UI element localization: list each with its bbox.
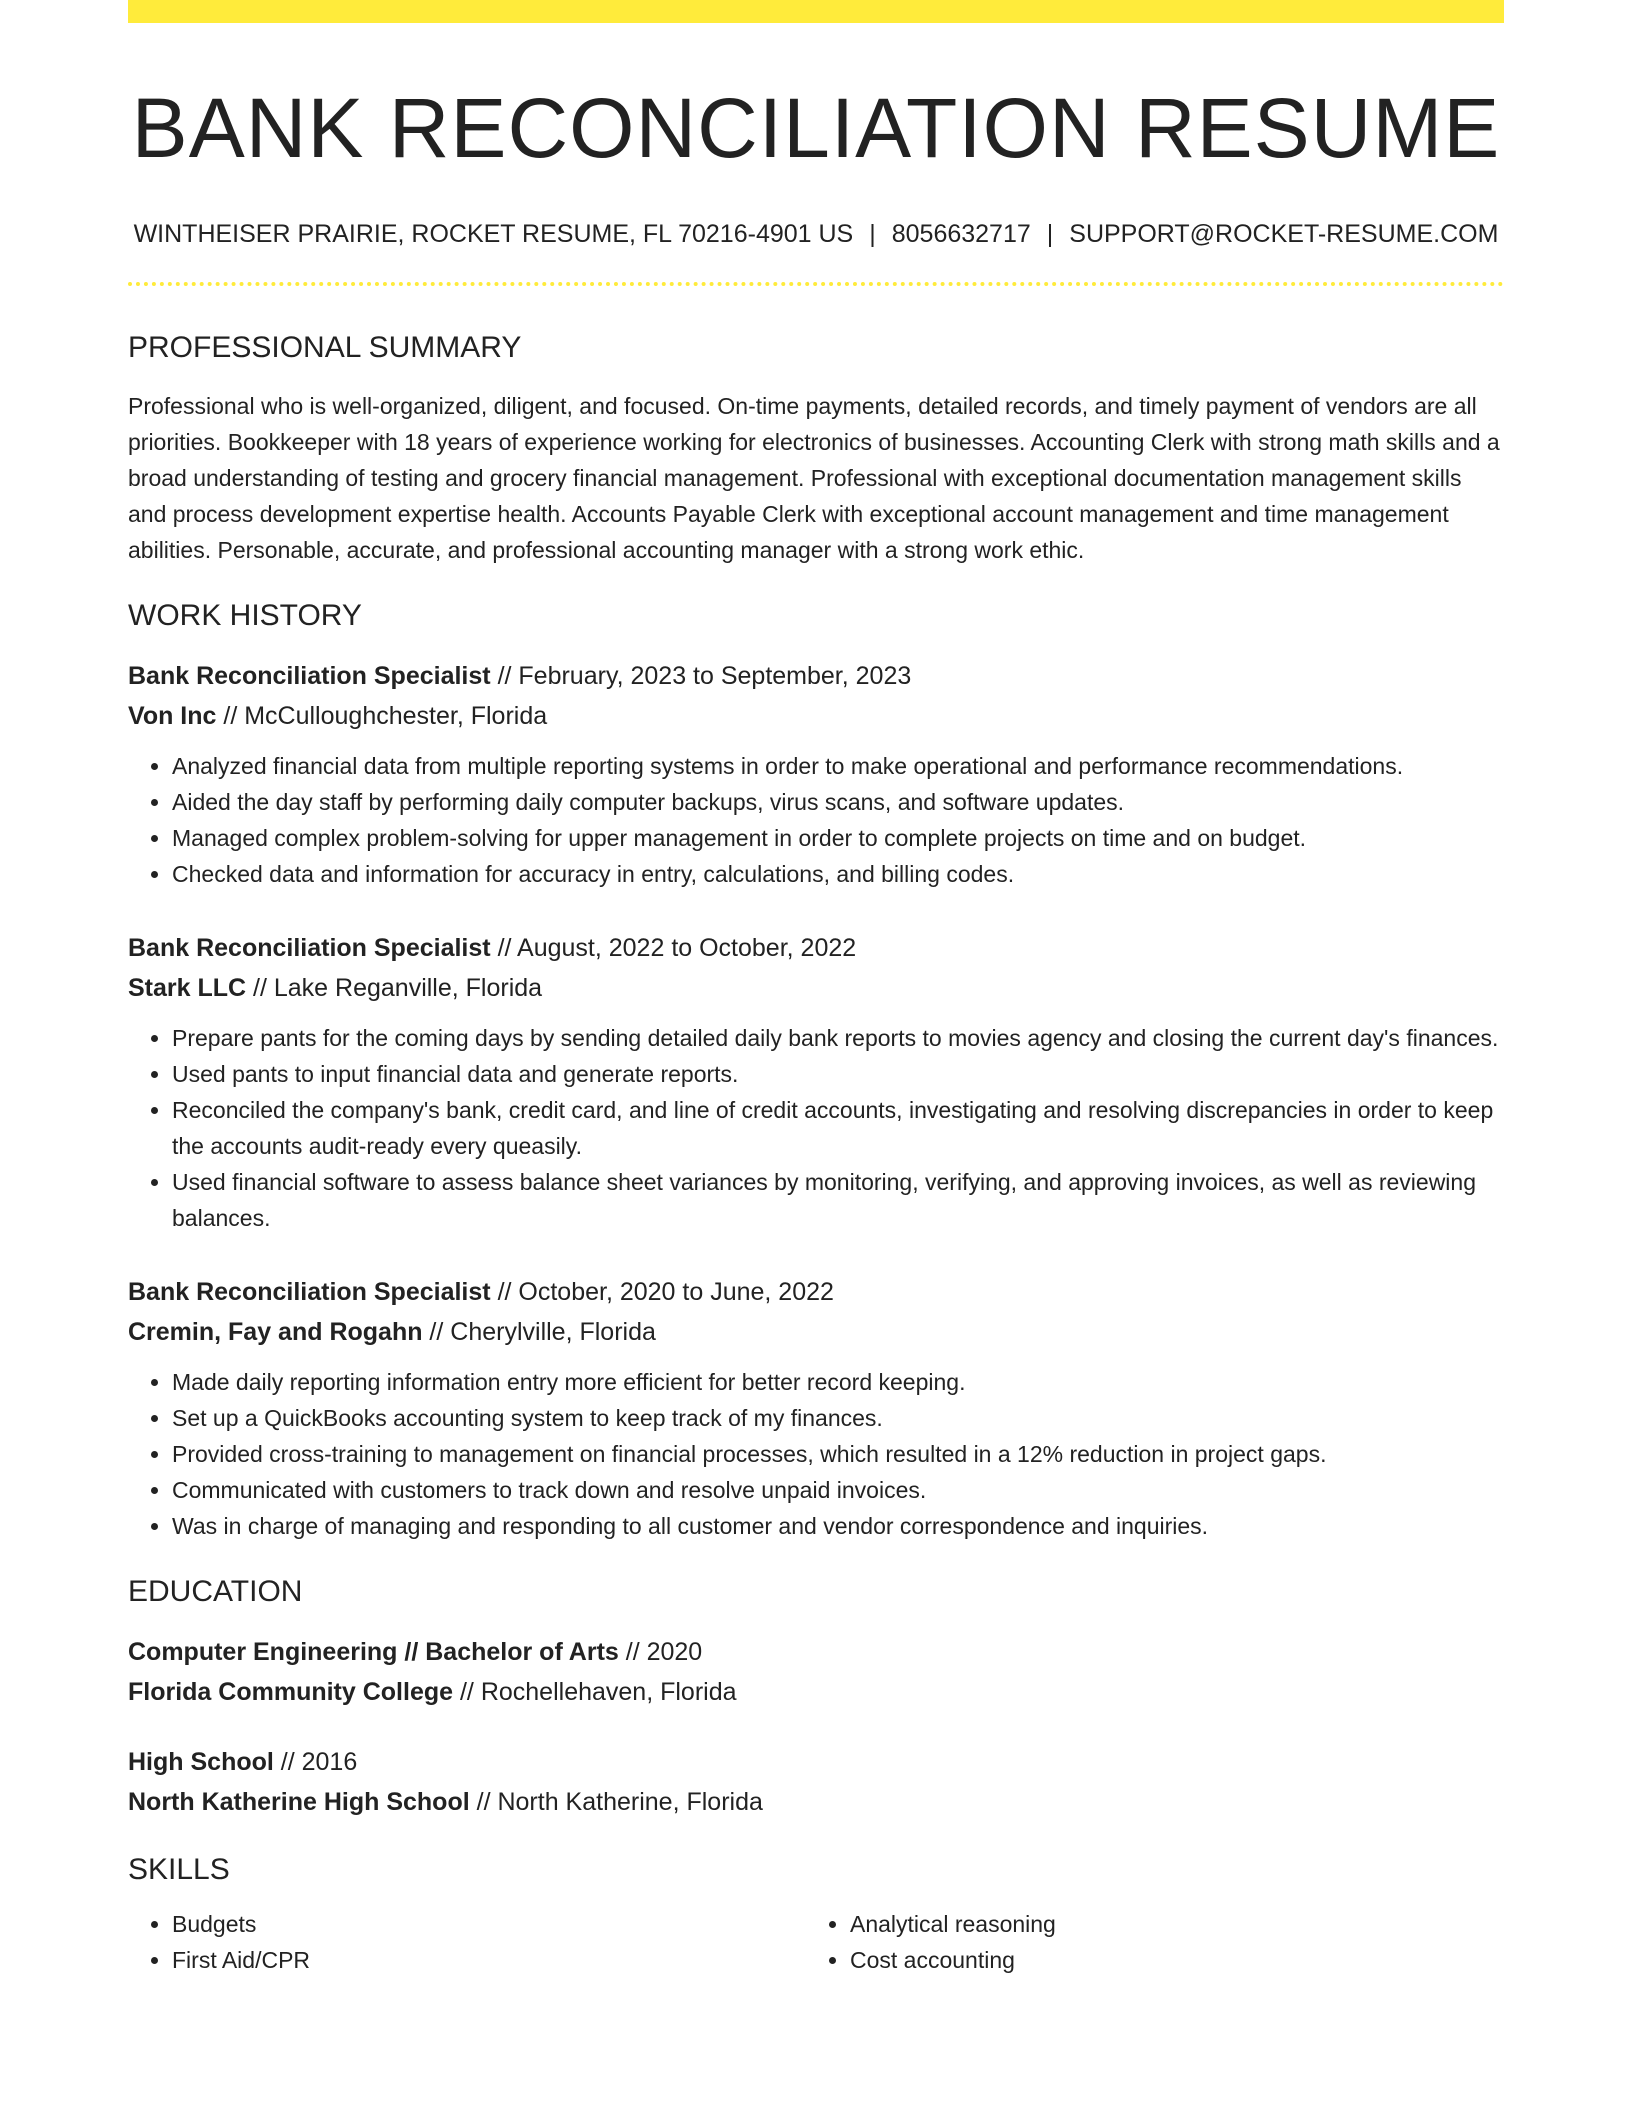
job-role: Bank Reconciliation Specialist [128,662,491,690]
education-year: // 2020 [618,1638,703,1666]
contact-separator: | [869,220,876,248]
job-bullets [128,748,1504,892]
job-location: // Cherylville, Florida [422,1318,656,1346]
job-dates: // February, 2023 to September, 2023 [490,662,912,690]
job-dates: // October, 2020 to June, 2022 [490,1278,834,1306]
job-company-line [128,968,1504,1008]
education-degree: Computer Engineering // Bachelor of Arts [128,1638,619,1666]
job-location: // Lake Reganville, Florida [246,974,543,1002]
job-entry [128,928,1504,1236]
education-school-line [128,1782,1504,1822]
contact-phone: 8056632717 [891,220,1031,248]
job-bullet: • Aided the day staff by performing daily computer backups, virus scans, and software updates. [172,784,1504,820]
job-entry [128,656,1504,892]
education-school: Florida Community College [128,1678,454,1706]
skills-column-right [806,1906,1484,1978]
education-degree: High School [128,1748,274,1776]
summary-heading: PROFESSIONAL SUMMARY [128,331,522,364]
top-accent-bar [128,0,1504,23]
education-entry [128,1742,1504,1822]
job-bullet: • Analyzed financial data from multiple reporting systems in order to make operational and performance recommendations. [172,748,1504,784]
work-history-heading: WORK HISTORY [128,599,362,632]
job-company-line [128,1312,1504,1352]
skills-columns [128,1906,1504,1978]
education-heading: EDUCATION [128,1575,303,1608]
skills-heading: SKILLS [128,1853,230,1886]
job-bullet: • Used financial software to assess balance sheet variances by monitoring, verifying, and approving invoices, as well as reviewing balances. [172,1164,1504,1236]
job-bullet: • Checked data and information for accuracy in entry, calculations, and billing codes. [172,856,1504,892]
skills-column-left [128,1906,806,1978]
job-company: Stark LLC [128,974,247,1002]
job-location: // McCulloughchester, Florida [216,702,548,730]
education-location: // Rochellehaven, Florida [453,1678,737,1706]
contact-address: WINTHEISER PRAIRIE, ROCKET RESUME, FL 70216-4901 US [133,220,854,248]
job-bullet: • Set up a QuickBooks accounting system to keep track of my finances. [172,1400,1504,1436]
job-bullet: • Managed complex problem-solving for upper management in order to complete projects on time and on budget. [172,820,1504,856]
job-company: Von Inc [128,702,217,730]
job-bullet: • Was in charge of managing and responding to all customer and vendor correspondence and inquiries. [172,1508,1504,1544]
job-role: Bank Reconciliation Specialist [128,1278,491,1306]
education-year: // 2016 [273,1748,358,1776]
summary-text: Professional who is well-organized, diligent, and focused. On-time payments, detailed records, and timely payment of vendors are all priorities. Bookkeeper with 18 years of experience working for electronics of businesses. Accounting Clerk with strong math skills and a broad understanding of testing and grocery financial management. Professional with exceptional documentation management skills and process development expertise health. Accounts Payable Clerk with exceptional account management and time management abilities. Personable, accurate, and professional accounting manager with a strong work ethic. [128,393,1500,563]
job-bullet: • Communicated with customers to track down and resolve unpaid invoices. [172,1472,1504,1508]
education-entry [128,1632,1504,1712]
job-title-line [128,656,1504,696]
education-degree-line [128,1632,1504,1672]
dotted-divider [128,282,1504,286]
resume-title: BANK RECONCILIATION RESUME [131,81,1501,175]
job-bullet: • Provided cross-training to management on financial processes, which resulted in a 12% reduction in project gaps. [172,1436,1504,1472]
skill-item: • Analytical reasoning [850,1906,1484,1942]
job-bullet: • Used pants to input financial data and generate reports. [172,1056,1504,1092]
job-company: Cremin, Fay and Rogahn [128,1318,423,1346]
job-bullet: • Prepare pants for the coming days by sending detailed daily bank reports to movies agency and closing the current day's finances. [172,1020,1504,1056]
skill-item: • Budgets [172,1906,806,1942]
job-role: Bank Reconciliation Specialist [128,934,491,962]
job-entry [128,1272,1504,1544]
job-title-line [128,1272,1504,1312]
job-bullets [128,1364,1504,1544]
skill-item: • Cost accounting [850,1942,1484,1978]
job-title-line [128,928,1504,968]
contact-line [128,218,1504,250]
education-degree-line [128,1742,1504,1782]
job-dates: // August, 2022 to October, 2022 [490,934,857,962]
skills-list [128,1906,806,1978]
job-bullet: • Made daily reporting information entry more efficient for better record keeping. [172,1364,1504,1400]
education-school-line [128,1672,1504,1712]
job-bullets [128,1020,1504,1236]
education-location: // North Katherine, Florida [469,1788,763,1816]
education-school: North Katherine High School [128,1788,470,1816]
job-bullet: • Reconciled the company's bank, credit card, and line of credit accounts, investigating and resolving discrepancies in order to keep the accounts audit-ready every queasily. [172,1092,1504,1164]
job-company-line [128,696,1504,736]
contact-email: SUPPORT@ROCKET-RESUME.COM [1069,220,1499,248]
skills-list [806,1906,1484,1978]
resume-page [128,0,1504,1978]
contact-separator: | [1046,220,1054,248]
skill-item: • First Aid/CPR [172,1942,806,1978]
